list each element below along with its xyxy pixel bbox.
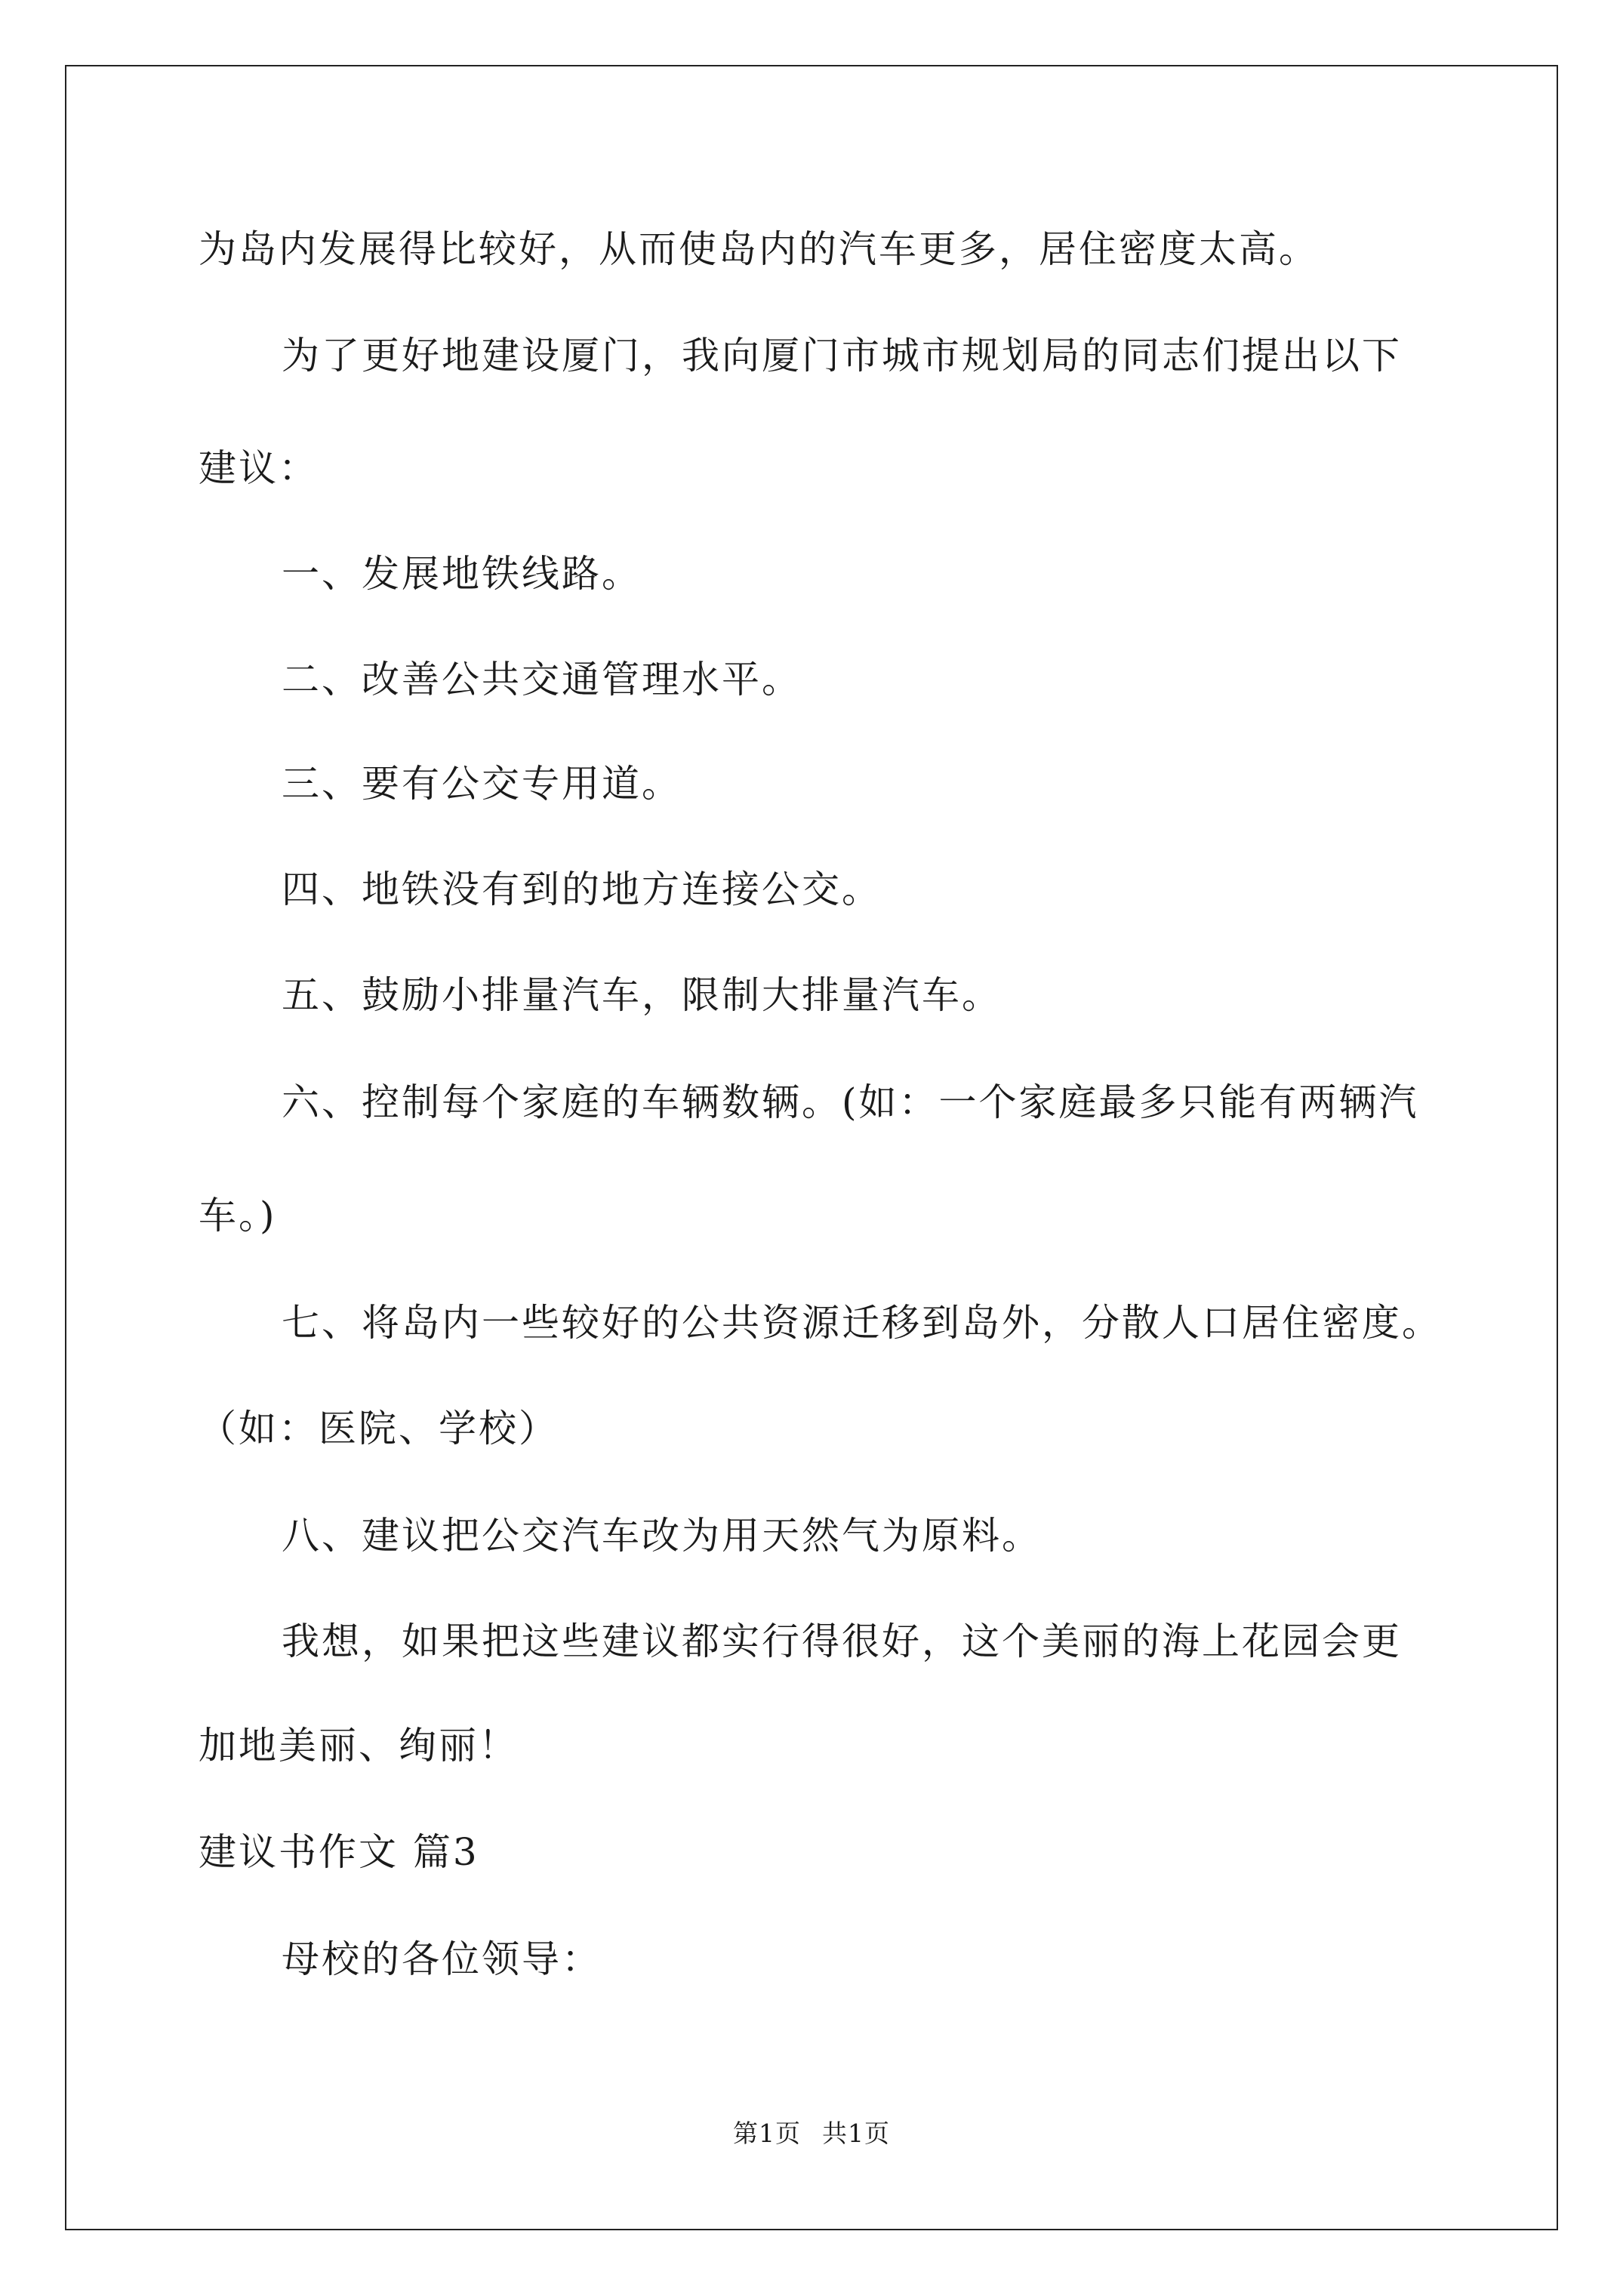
list-item-7: 七、将岛内一些较好的公共资源迁移到岛外，分散人口居住密度。 [282, 1301, 1442, 1345]
body-text-line: （如：医院、学校） [199, 1407, 559, 1450]
list-item-5: 五、鼓励小排量汽车，限制大排量汽车。 [282, 973, 1002, 1017]
body-text-line: 为岛内发展得比较好，从而使岛内的汽车更多，居住密度太高。 [199, 227, 1319, 271]
page-footer [0, 2119, 1623, 2149]
body-text-line: 加地美丽、绚丽！ [199, 1724, 519, 1767]
body-text-line: 为了更好地建设厦门，我向厦门市城市规划局的同志们提出以下 [282, 334, 1402, 378]
list-item-3: 三、要有公交专用道。 [282, 762, 682, 806]
body-text-line: 我想，如果把这些建议都实行得很好，这个美丽的海上花园会更 [282, 1620, 1402, 1663]
salutation: 母校的各位领导： [282, 1937, 602, 1981]
list-item-1: 一、发展地铁线路。 [282, 552, 642, 596]
page-total: 共1页 [822, 2119, 890, 2148]
page-number: 第1页 [733, 2119, 801, 2148]
list-item-6: 六、控制每个家庭的车辆数辆。(如：一个家庭最多只能有两辆汽 [282, 1080, 1419, 1124]
section-heading: 建议书作文 篇3 [199, 1830, 479, 1874]
body-text-line: 建议： [199, 446, 319, 490]
list-item-4: 四、地铁没有到的地方连接公交。 [282, 868, 882, 911]
list-item-2: 二、改善公共交通管理水平。 [282, 658, 802, 701]
list-item-8: 八、建议把公交汽车改为用天然气为原料。 [282, 1514, 1042, 1558]
body-text-line: 车。) [199, 1194, 277, 1237]
page-border [65, 65, 1558, 2230]
